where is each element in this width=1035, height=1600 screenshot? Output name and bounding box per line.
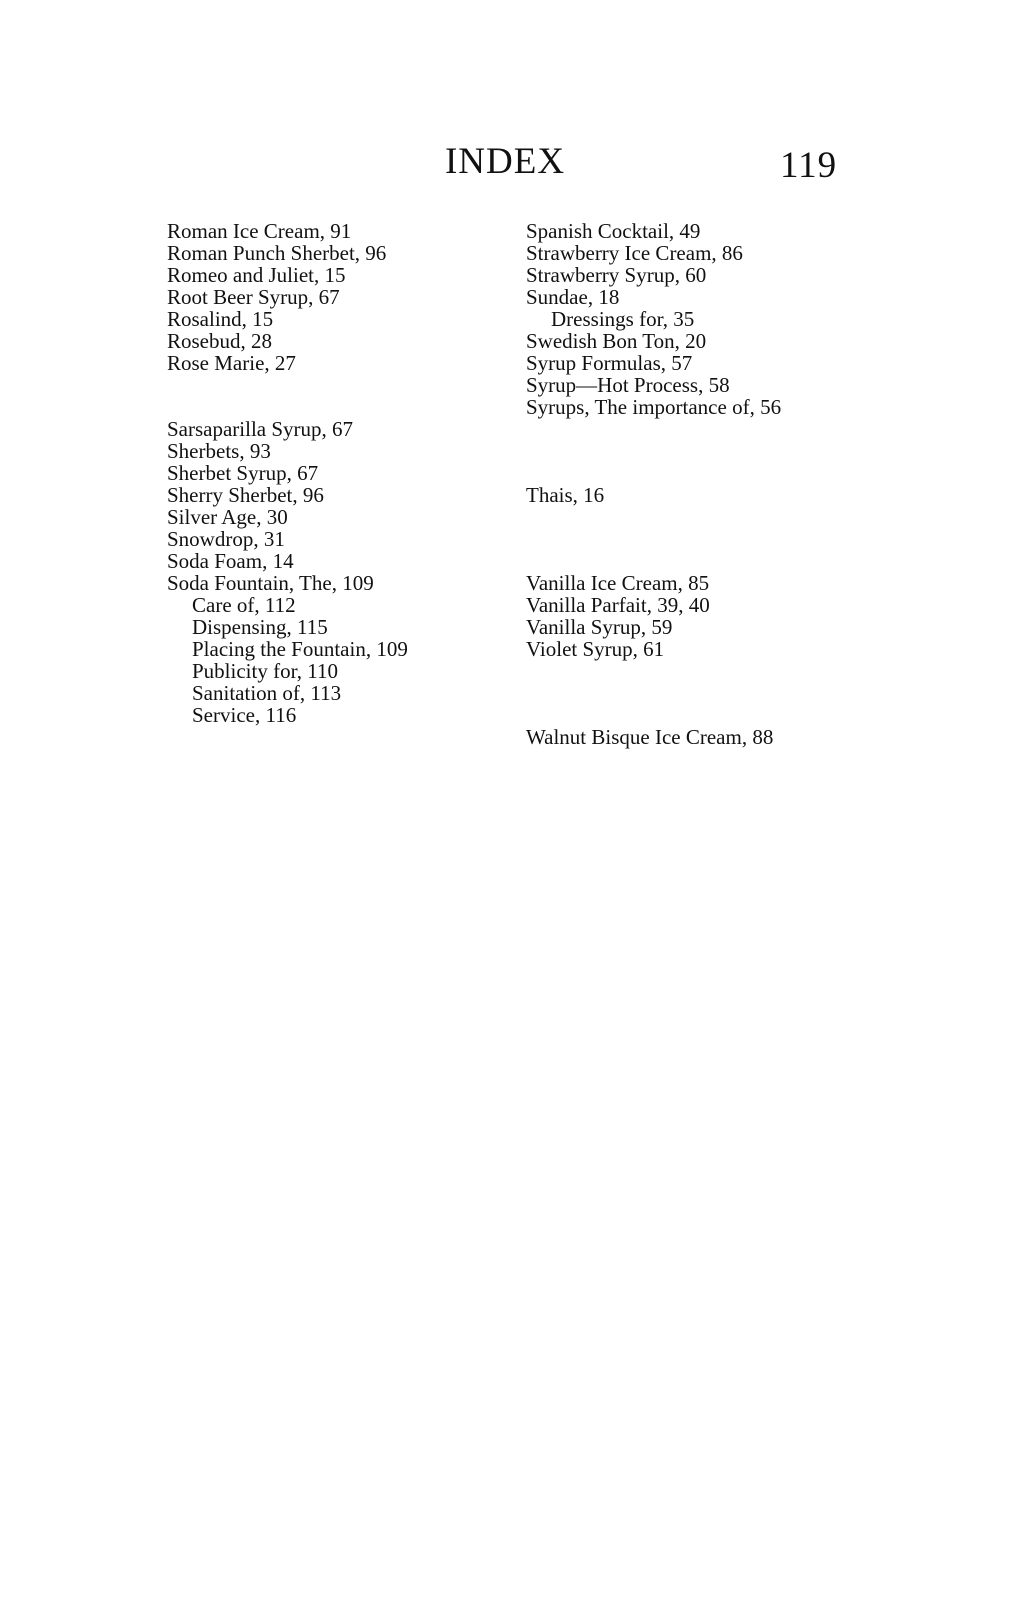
index-entry: Violet Syrup, 61 <box>526 637 665 661</box>
page-header <box>0 140 1035 188</box>
index-column-left <box>167 220 512 726</box>
group-spacer <box>526 418 926 484</box>
index-entry: Romeo and Juliet, 15 <box>167 263 346 287</box>
index-entry: Rosebud, 28 <box>167 329 272 353</box>
index-entry: Sherbet Syrup, 67 <box>167 461 319 485</box>
index-entry: Snowdrop, 31 <box>167 527 285 551</box>
index-entry: Roman Punch Sherbet, 96 <box>167 241 387 265</box>
group-spacer <box>167 374 512 418</box>
index-entry: Rosalind, 15 <box>167 307 274 331</box>
index-entry: Syrup Formulas, 57 <box>526 351 693 375</box>
index-entry: Spanish Cocktail, 49 <box>526 219 701 243</box>
index-entry: Sherbets, 93 <box>167 439 271 463</box>
index-entry: Thais, 16 <box>526 483 605 507</box>
index-entry: Syrups, The importance of, 56 <box>526 395 782 419</box>
index-subentry: Care of, 112 <box>192 593 296 617</box>
index-entry: Swedish Bon Ton, 20 <box>526 329 707 353</box>
index-subentry: Dispensing, 115 <box>192 615 328 639</box>
group-spacer <box>526 660 926 726</box>
index-entry: Vanilla Ice Cream, 85 <box>526 571 710 595</box>
index-entry: Rose Marie, 27 <box>167 351 296 375</box>
group-spacer <box>526 506 926 572</box>
index-column-right <box>526 220 926 748</box>
index-entry: Vanilla Syrup, 59 <box>526 615 673 639</box>
index-subentry: Sanitation of, 113 <box>192 681 342 705</box>
index-entry: Roman Ice Cream, 91 <box>167 219 352 243</box>
index-subentry: Placing the Fountain, 109 <box>192 637 408 661</box>
index-entry: Strawberry Syrup, 60 <box>526 263 707 287</box>
index-entry: Sarsaparilla Syrup, 67 <box>167 417 354 441</box>
index-entry: Root Beer Syrup, 67 <box>167 285 340 309</box>
index-entry: Silver Age, 30 <box>167 505 288 529</box>
index-entry: Syrup—Hot Process, 58 <box>526 373 730 397</box>
page-title: INDEX <box>444 141 566 182</box>
index-subentry: Publicity for, 110 <box>192 659 338 683</box>
index-subentry: Service, 116 <box>192 703 297 727</box>
index-entry: Sherry Sherbet, 96 <box>167 483 324 507</box>
index-entry: Strawberry Ice Cream, 86 <box>526 241 743 265</box>
index-entry: Vanilla Parfait, 39, 40 <box>526 593 710 617</box>
index-entry: Sundae, 18 <box>526 285 620 309</box>
page-number: 119 <box>780 145 838 186</box>
index-entry: Soda Foam, 14 <box>167 549 294 573</box>
index-entry: Soda Fountain, The, 109 <box>167 571 374 595</box>
index-subentry: Dressings for, 35 <box>551 307 695 331</box>
index-entry: Walnut Bisque Ice Cream, 88 <box>526 725 774 749</box>
